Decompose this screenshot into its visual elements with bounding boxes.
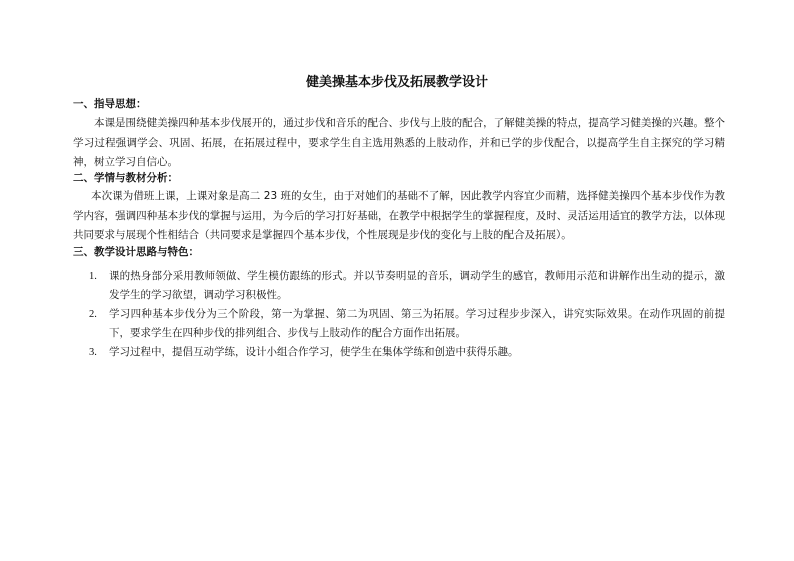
document-title: 健美操基本步伐及拓展教学设计 (305, 75, 488, 90)
list-item-text: 课的热身部分采用教师领做、学生模仿跟练的形式。并以节奏明显的音乐，调动学生的感官，教师用示范和讲解作出生动的提示，激发学生的学习欲望，调动学习积极性。 (109, 270, 725, 301)
list-item-text: 学习四种基本步伐分为三个阶段，第一为掌握、第二为巩固、第三为拓展。学习过程步步深入，讲究实际效果。在动作巩固的前提下，要求学生在四种步伐的排列组合、步伐与上肢动作的配合方面作出拓展。 (109, 308, 725, 339)
section-heading-student-analysis: 二、学情与教材分析： (73, 172, 178, 184)
list-item (73, 267, 725, 305)
list-item (73, 305, 725, 343)
list-item (73, 343, 725, 362)
list-item-number: 2. (89, 309, 97, 320)
section-heading-design-ideas: 三、教学设计思路与特色： (73, 246, 199, 258)
section-text-guiding-ideology: 本课是围绕健美操四种基本步伐展开的，通过步伐和音乐的配合、步伐与上肢的配合，了解健美操的特点，提高学习健美操的兴趣。整个学习过程强调学会、巩固、拓展，在拓展过程中，要求学生自主选用熟悉的上肢动作，并和已学的步伐配合，以提高学生自主探究的学习精神，树立学习自信心。 (73, 117, 725, 168)
list-item-number: 3. (89, 347, 97, 358)
list-item-number: 1. (89, 271, 97, 282)
list-item-text: 学习过程中，提倡互动学练，设计小组合作学习，使学生在集体学练和创造中获得乐趣。 (109, 346, 519, 358)
section-heading-guiding-ideology: 一、指导思想： (73, 98, 147, 110)
section-text-student-analysis: 本次课为借班上课，上课对象是高二 23 班的女生，由于对她们的基础不了解，因此教学内容宜少而精，选择健美操四个基本步伐作为教学内容，强调四种基本步伐的掌握与运用，为今后的学习打好基础，在教学中根据学生的掌握程度，及时、灵活运用适宜的教学方法，以体现共同要求与展现个性相结合（共同要求是掌握四个基本步伐，个性展现是步伐的变化与上肢的配合及拓展）。 (73, 190, 725, 241)
design-ideas-list (73, 267, 725, 362)
